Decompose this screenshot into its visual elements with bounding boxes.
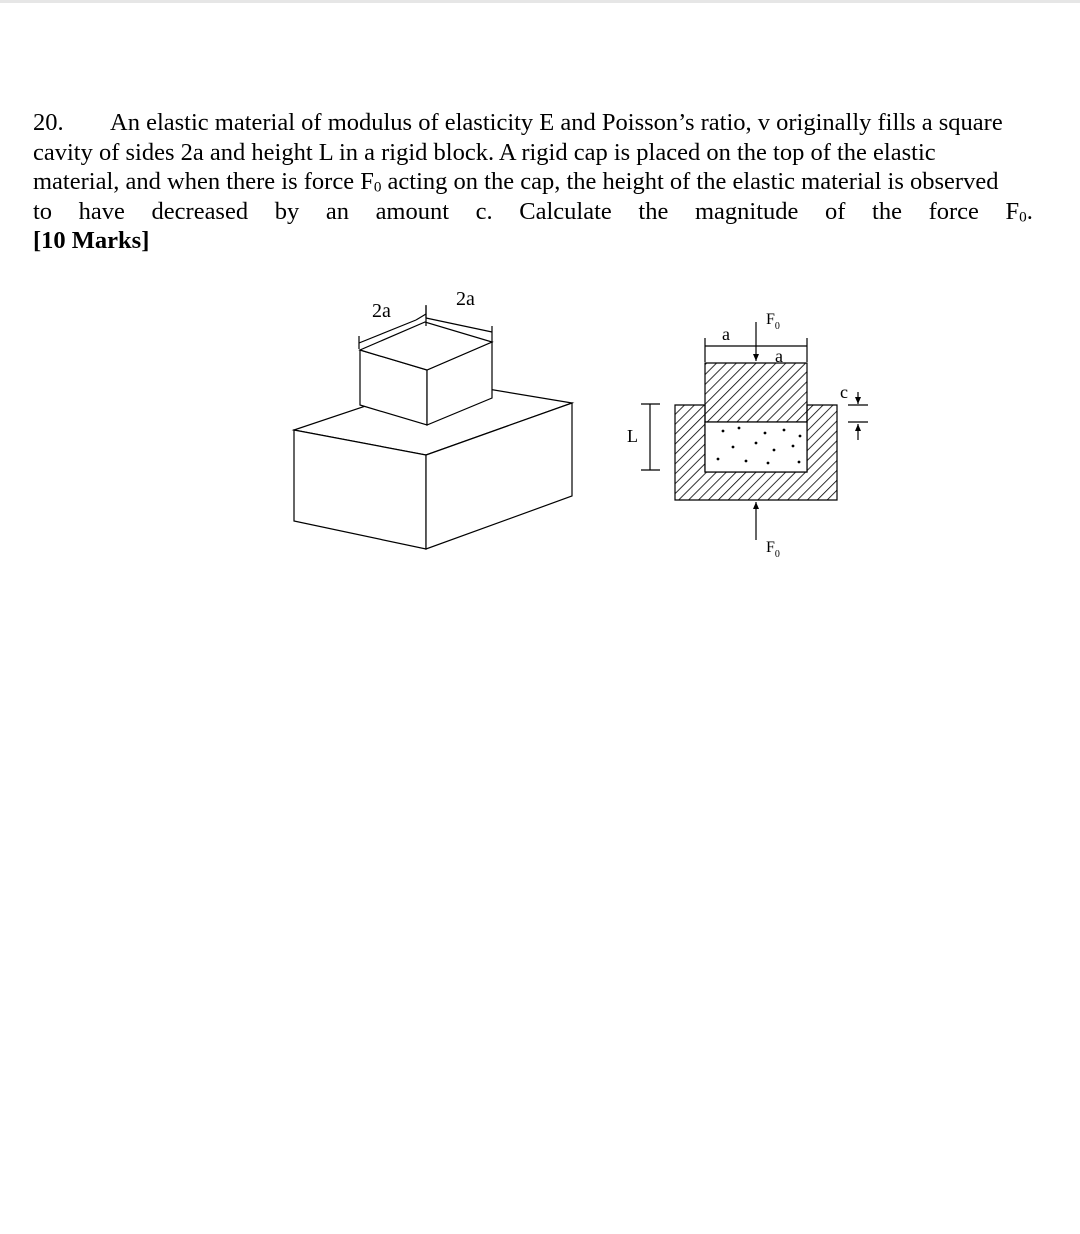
cross-section-figure (641, 322, 868, 540)
section-label-a-right: a (775, 346, 783, 366)
word: decreased (151, 197, 249, 225)
force-subscript: 0 (373, 178, 382, 196)
word: to (33, 197, 53, 225)
force-symbol: $F_0$. (1005, 197, 1033, 225)
word: the (638, 197, 669, 225)
word: of (824, 197, 846, 225)
question-text-line-1: An elastic material of modulus of elasticity E and Poisson’s ratio, v originally fills a square (110, 109, 1003, 136)
word: by (274, 197, 300, 225)
question-number: 20. (33, 109, 64, 136)
section-label-F0-top: $F_0$ (766, 311, 780, 332)
section-label-c: c (840, 382, 848, 402)
iso-label-2a-right: 2a (456, 288, 475, 310)
word: magnitude (694, 197, 799, 225)
section-label-F0-bottom: $F_0$ (766, 539, 780, 560)
word: force (928, 197, 979, 225)
section-label-a-left: a (722, 324, 730, 344)
word: c. (475, 197, 493, 225)
word: Calculate (519, 197, 612, 225)
question-text-line-3a: material, and when there is force F (33, 168, 374, 195)
question-text-line-2: cavity of sides 2a and height L in a rigid block. A rigid cap is placed on the top of the elastic (33, 138, 936, 166)
section-label-L: L (627, 426, 638, 446)
isometric-block-figure (294, 305, 572, 549)
iso-label-2a-left: 2a (372, 300, 391, 322)
marks-label: [10 Marks] (33, 227, 150, 254)
word: have (78, 197, 125, 225)
word: amount (375, 197, 450, 225)
question-text-line-3b: acting on the cap, the height of the elastic material is observed (381, 168, 999, 195)
word: an (325, 197, 349, 225)
word: the (872, 197, 902, 225)
